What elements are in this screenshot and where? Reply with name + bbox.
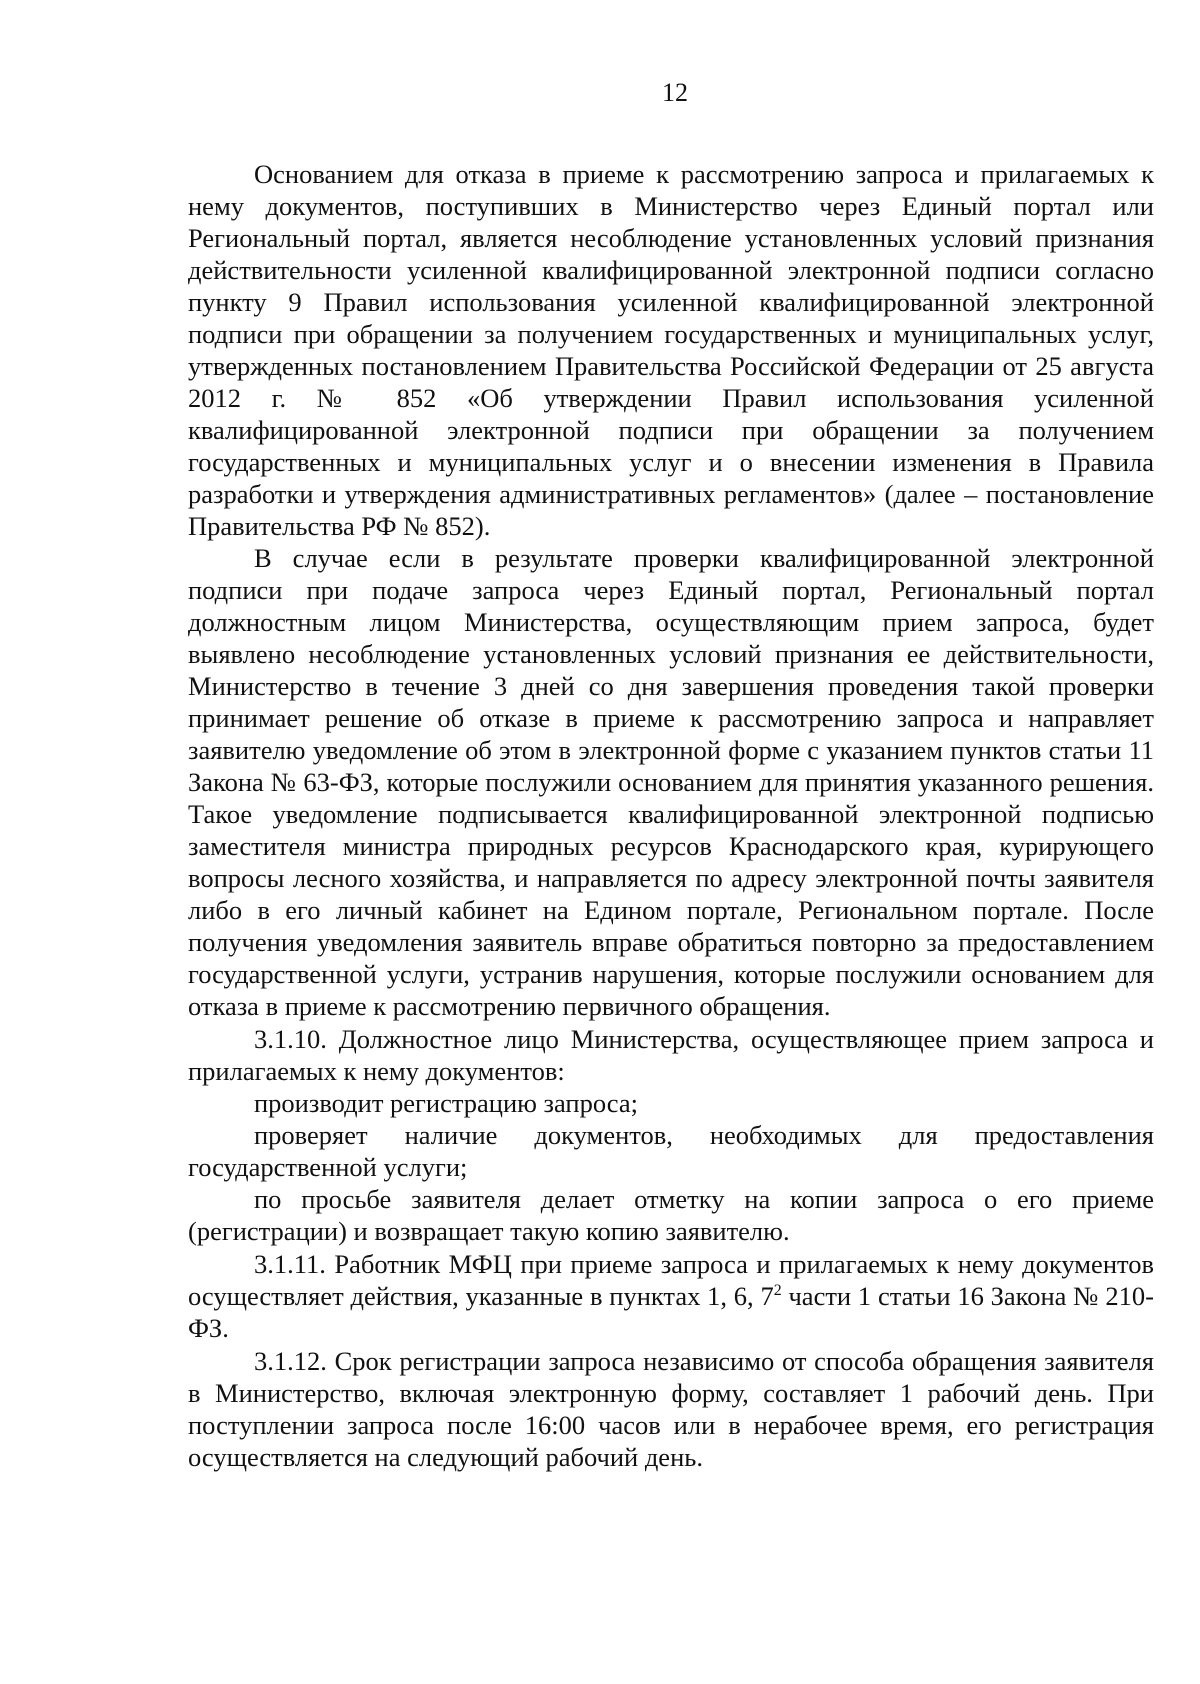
superscript: 2 xyxy=(773,1282,782,1300)
paragraph-3-1-11 xyxy=(188,1248,1154,1344)
paragraph-refusal-grounds: Основанием для отказа в приеме к рассмотрению запроса и прилагаемых к нему документов, поступивших в Министерство через Единый портал или Региональный портал, является несоблюдение установленных условий признания действительности усиленной квалифицированной электронной подписи согласно пункту 9 Правил использования усиленной квалифицированной электронной подписи при обращении за получением государственных и муниципальных услуг, утвержденных постановлением Правительства Российской Федерации от 25 августа 2012 г. № 852 «Об утверждении Правил использования усиленной квалифицированной электронной подписи при обращении за получением государственных и муниципальных услуг и о внесении изменения в Правила разработки и утверждения административных регламентов» (далее – постановление Правительства РФ № 852). xyxy=(188,159,1154,541)
list-item-documents-check: проверяет наличие документов, необходимых для предоставления государственной услуги; xyxy=(188,1120,1154,1182)
page-number: 12 xyxy=(662,78,688,107)
list-item-copy-mark: по просьбе заявителя делает отметку на копии запроса о его приеме (регистрации) и возвращает такую копию заявителю. xyxy=(188,1184,1154,1246)
list-item-registration: производит регистрацию запроса; xyxy=(254,1088,638,1118)
paragraph-3-1-11-tail: части 1 статьи 16 Закона № 210-ФЗ. xyxy=(188,1281,1155,1343)
document-body xyxy=(188,158,1154,1473)
paragraph-3-1-11-text: 3.1.11. Работник МФЦ при приеме запроса и прилагаемых к нему документов осуществляет действия, указанные в пунктах 1, 6, 7 xyxy=(188,1249,1154,1311)
paragraph-signature-check: В случае если в результате проверки квалифицированной электронной подписи при подаче запроса через Единый портал, Региональный портал должностным лицом Министерства, осуществляющим прием запроса, будет выявлено несоблюдение установленных условий признания ее действительности, Министерство в течение 3 дней со дня завершения проведения такой проверки принимает решение об отказе в приеме к рассмотрению запроса и направляет заявителю уведомление об этом в электронной форме с указанием пунктов статьи 11 Закона № 63-ФЗ, которые послужили основанием для принятия указанного решения. Такое уведомление подписывается квалифицированной электронной подписью заместителя министра природных ресурсов Краснодарского края, курирующего вопросы лесного хозяйства, и направляется по адресу электронной почты заявителя либо в его личный кабинет на Едином портале, Региональном портале. После получения уведомления заявитель вправе обратиться повторно за предоставлением государственной услуги, устранив нарушения, которые послужили основанием для отказа в приеме к рассмотрению первичного обращения. xyxy=(188,543,1154,1021)
paragraph-3-1-10: 3.1.10. Должностное лицо Министерства, осуществляющее прием запроса и прилагаемых к нему документов: xyxy=(188,1024,1154,1086)
paragraph-3-1-12: 3.1.12. Срок регистрации запроса независимо от способа обращения заявителя в Министерство, включая электронную форму, составляет 1 рабочий день. При поступлении запроса после 16:00 часов или в нерабочее время, его регистрация осуществляется на следующий рабочий день. xyxy=(188,1346,1154,1472)
